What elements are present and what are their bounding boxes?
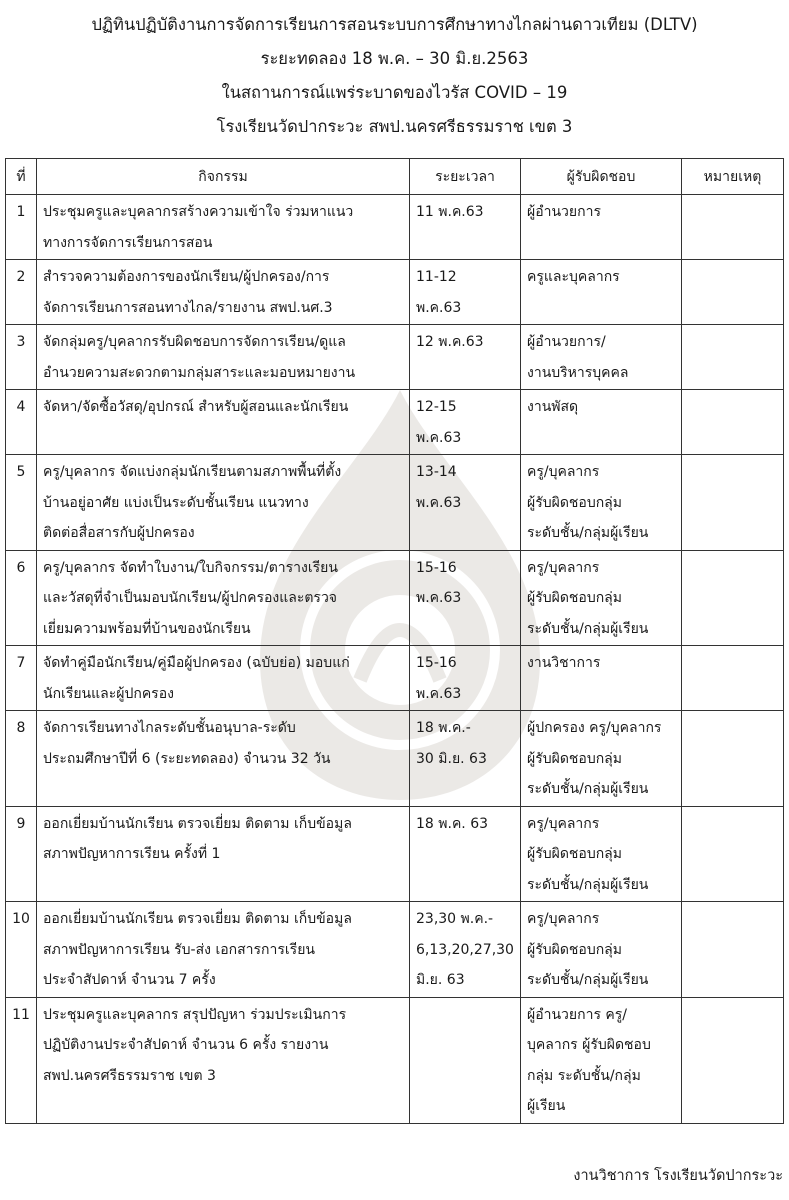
note-cell bbox=[682, 325, 784, 390]
header-period: ระยะทดลอง 18 พ.ค. – 30 มิ.ย.2563 bbox=[260, 49, 529, 68]
time-cell bbox=[410, 806, 521, 902]
time-cell-line: 12-15 bbox=[416, 399, 457, 415]
activity-cell-line: ออกเยี่ยมบ้านนักเรียน ตรวจเยี่ยม ติดตาม เก็บข้อมูล bbox=[43, 815, 352, 832]
responsible-cell-line: ผู้รับผิดชอบกลุ่ม bbox=[527, 494, 622, 511]
time-cell-line: 6,13,20,27,30 bbox=[416, 941, 514, 958]
activity-cell-line: อำนวยความสะดวกตามกลุ่มสาระและมอบหมายงาน bbox=[43, 364, 356, 381]
responsible-cell bbox=[521, 646, 682, 711]
responsible-cell bbox=[521, 390, 682, 455]
responsible-cell-line: ผู้อำนวยการ ครู/ bbox=[527, 1006, 628, 1023]
row-number: 5 bbox=[6, 455, 37, 551]
activity-cell bbox=[37, 711, 410, 807]
row-number: 9 bbox=[6, 806, 37, 902]
time-cell-line: 13-14 bbox=[416, 464, 457, 480]
activity-cell bbox=[37, 325, 410, 390]
responsible-cell-line: ผู้เรียน bbox=[527, 1098, 566, 1114]
time-cell bbox=[410, 195, 521, 260]
note-cell bbox=[682, 711, 784, 807]
responsible-cell bbox=[521, 997, 682, 1123]
responsible-cell bbox=[521, 806, 682, 902]
activity-cell bbox=[37, 997, 410, 1123]
table-header-row bbox=[6, 159, 784, 195]
activity-cell-line: บ้านอยู่อาศัย แบ่งเป็นระดับชั้นเรียน แนวทาง bbox=[43, 494, 309, 511]
activity-cell-line: นักเรียนและผู้ปกครอง bbox=[43, 685, 174, 702]
header-responsible: ผู้รับผิดชอบ bbox=[521, 159, 682, 195]
table-body bbox=[6, 195, 784, 1124]
time-cell bbox=[410, 997, 521, 1123]
responsible-cell-line: ครู/บุคลากร bbox=[527, 911, 600, 927]
activity-cell-line: และวัสดุที่จำเป็นมอบนักเรียน/ผู้ปกครองและตรวจ bbox=[43, 590, 338, 606]
activity-cell-line: ประจำสัปดาห์ จำนวน 7 ครั้ง bbox=[43, 972, 216, 988]
time-cell-line: 23,30 พ.ค.- bbox=[416, 911, 494, 927]
responsible-cell-line: ระดับชั้น/กลุ่มผู้เรียน bbox=[527, 620, 649, 637]
time-cell-line: 11 พ.ค.63 bbox=[416, 204, 484, 220]
activity-cell-line: จัดทำคู่มือนักเรียน/คู่มือผู้ปกครอง (ฉบับย่อ) มอบแก่ bbox=[43, 655, 350, 671]
time-cell-line: มิ.ย. 63 bbox=[416, 972, 465, 988]
activity-cell-line: ครู/บุคลากร จัดทำใบงาน/ใบกิจกรรม/ตารางเรียน bbox=[43, 559, 338, 576]
time-cell-line: พ.ค.63 bbox=[416, 429, 462, 446]
note-cell bbox=[682, 997, 784, 1123]
time-cell-line: พ.ค.63 bbox=[416, 590, 462, 606]
activity-cell bbox=[37, 455, 410, 551]
table-row bbox=[6, 711, 784, 807]
table-row bbox=[6, 902, 784, 998]
row-number: 11 bbox=[6, 997, 37, 1123]
activity-cell bbox=[37, 902, 410, 998]
table-row bbox=[6, 806, 784, 902]
document-header bbox=[0, 8, 789, 144]
responsible-cell-line: ครู/บุคลากร bbox=[527, 815, 600, 832]
responsible-cell-line: บุคลากร ผู้รับผิดชอบ bbox=[527, 1037, 651, 1053]
activity-cell-line: จัดการเรียนทางไกลระดับชั้นอนุบาล-ระดับ bbox=[43, 720, 296, 736]
activity-cell-line: ประชุมครูและบุคลากร สรุปปัญหา ร่วมประเมินการ bbox=[43, 1006, 347, 1023]
responsible-cell-line: ผู้รับผิดชอบกลุ่ม bbox=[527, 750, 622, 767]
row-number: 4 bbox=[6, 390, 37, 455]
schedule-table bbox=[5, 158, 784, 1124]
header-no: ที่ bbox=[6, 159, 37, 195]
header-situation: ในสถานการณ์แพร่ระบาดของไวรัส COVID – 19 bbox=[221, 83, 568, 102]
time-cell bbox=[410, 455, 521, 551]
time-cell bbox=[410, 325, 521, 390]
activity-cell bbox=[37, 260, 410, 325]
table-row bbox=[6, 997, 784, 1123]
row-number: 2 bbox=[6, 260, 37, 325]
time-cell bbox=[410, 711, 521, 807]
responsible-cell bbox=[521, 902, 682, 998]
responsible-cell-line: ระดับชั้น/กลุ่มผู้เรียน bbox=[527, 781, 649, 797]
time-cell-line: 30 มิ.ย. 63 bbox=[416, 750, 487, 767]
table-row bbox=[6, 325, 784, 390]
time-cell-line: พ.ค.63 bbox=[416, 494, 462, 511]
time-cell-line: 18 พ.ค. 63 bbox=[416, 815, 489, 832]
time-cell bbox=[410, 902, 521, 998]
responsible-cell-line: ผู้รับผิดชอบกลุ่ม bbox=[527, 846, 622, 862]
responsible-cell-line: ผู้รับผิดชอบกลุ่ม bbox=[527, 590, 622, 606]
note-cell bbox=[682, 455, 784, 551]
activity-cell-line: ทางการจัดการเรียนการสอน bbox=[43, 234, 213, 251]
time-cell bbox=[410, 260, 521, 325]
table-row bbox=[6, 260, 784, 325]
activity-cell bbox=[37, 195, 410, 260]
note-cell bbox=[682, 260, 784, 325]
responsible-cell-line: งานวิชาการ bbox=[527, 655, 601, 671]
note-cell bbox=[682, 195, 784, 260]
activity-cell bbox=[37, 390, 410, 455]
activity-cell-line: ประชุมครูและบุคลากรสร้างความเข้าใจ ร่วมหาแนว bbox=[43, 204, 354, 220]
responsible-cell-line: ครู/บุคลากร bbox=[527, 559, 600, 576]
responsible-cell-line: ผู้ปกครอง ครู/บุคลากร bbox=[527, 720, 662, 736]
activity-cell-line: สพป.นครศรีธรรมราช เขต 3 bbox=[43, 1067, 216, 1084]
time-cell-line: 11-12 bbox=[416, 269, 457, 285]
activity-cell bbox=[37, 806, 410, 902]
responsible-cell-line: ผู้รับผิดชอบกลุ่ม bbox=[527, 941, 622, 958]
responsible-cell-line: กลุ่ม ระดับชั้น/กลุ่ม bbox=[527, 1067, 641, 1084]
responsible-cell-line: ผู้อำนวยการ/ bbox=[527, 334, 606, 350]
header-title: ปฏิทินปฏิบัติงานการจัดการเรียนการสอนระบบการศึกษาทางไกลผ่านดาวเทียม (DLTV) bbox=[91, 15, 698, 34]
table-row bbox=[6, 646, 784, 711]
row-number: 6 bbox=[6, 550, 37, 646]
activity-cell-line: ประถมศึกษาปีที่ 6 (ระยะทดลอง) จำนวน 32 วัน bbox=[43, 750, 331, 767]
responsible-cell bbox=[521, 550, 682, 646]
time-cell-line: 15-16 bbox=[416, 655, 457, 671]
activity-cell-line: ออกเยี่ยมบ้านนักเรียน ตรวจเยี่ยม ติดตาม เก็บข้อมูล bbox=[43, 911, 352, 927]
activity-cell-line: จัดหา/จัดซื้อวัสดุ/อุปกรณ์ สำหรับผู้สอนและนักเรียน bbox=[43, 399, 349, 415]
note-cell bbox=[682, 390, 784, 455]
activity-cell-line: ปฏิบัติงานประจำสัปดาห์ จำนวน 6 ครั้ง รายงาน bbox=[43, 1037, 329, 1053]
row-number: 8 bbox=[6, 711, 37, 807]
row-number: 10 bbox=[6, 902, 37, 998]
responsible-cell bbox=[521, 711, 682, 807]
activity-cell-line: ติดต่อสื่อสารกับผู้ปกครอง bbox=[43, 525, 195, 541]
header-activity: กิจกรรม bbox=[37, 159, 410, 195]
responsible-cell-line: งานพัสดุ bbox=[527, 399, 579, 415]
responsible-cell-line: ครู/บุคลากร bbox=[527, 464, 600, 480]
responsible-cell-line: ระดับชั้น/กลุ่มผู้เรียน bbox=[527, 972, 649, 988]
header-time: ระยะเวลา bbox=[410, 159, 521, 195]
table-row bbox=[6, 550, 784, 646]
time-cell-line: พ.ค.63 bbox=[416, 685, 462, 702]
row-number: 7 bbox=[6, 646, 37, 711]
activity-cell-line: สภาพปัญหาการเรียน ครั้งที่ 1 bbox=[43, 846, 221, 862]
row-number: 3 bbox=[6, 325, 37, 390]
activity-cell-line: ครู/บุคลากร จัดแบ่งกลุ่มนักเรียนตามสภาพพื้นที่ตั้ง bbox=[43, 464, 342, 480]
activity-cell-line: จัดกลุ่มครู/บุคลากรรับผิดชอบการจัดการเรียน/ดูแล bbox=[43, 334, 346, 350]
table-row bbox=[6, 390, 784, 455]
activity-cell-line: จัดการเรียนการสอนทางไกล/รายงาน สพป.นศ.3 bbox=[43, 299, 333, 316]
time-cell-line: 12 พ.ค.63 bbox=[416, 334, 484, 350]
note-cell bbox=[682, 550, 784, 646]
responsible-cell-line: ระดับชั้น/กลุ่มผู้เรียน bbox=[527, 525, 649, 541]
row-number: 1 bbox=[6, 195, 37, 260]
time-cell-line: 15-16 bbox=[416, 559, 457, 576]
activity-cell-line: สำรวจความต้องการของนักเรียน/ผู้ปกครอง/การ bbox=[43, 269, 330, 285]
time-cell-line: พ.ค.63 bbox=[416, 299, 462, 316]
note-cell bbox=[682, 806, 784, 902]
responsible-cell bbox=[521, 260, 682, 325]
responsible-cell-line: ครูและบุคลากร bbox=[527, 269, 620, 285]
activity-cell bbox=[37, 550, 410, 646]
responsible-cell-line: ระดับชั้น/กลุ่มผู้เรียน bbox=[527, 876, 649, 893]
note-cell bbox=[682, 902, 784, 998]
time-cell bbox=[410, 646, 521, 711]
responsible-cell-line: งานบริหารบุคคล bbox=[527, 364, 629, 381]
time-cell bbox=[410, 390, 521, 455]
header-school: โรงเรียนวัดปากระวะ สพป.นครศรีธรรมราช เขต 3 bbox=[216, 117, 573, 136]
responsible-cell bbox=[521, 455, 682, 551]
responsible-cell bbox=[521, 325, 682, 390]
header-note: หมายเหตุ bbox=[682, 159, 784, 195]
responsible-cell-line: ผู้อำนวยการ bbox=[527, 204, 601, 220]
time-cell-line: 18 พ.ค.- bbox=[416, 720, 471, 736]
responsible-cell bbox=[521, 195, 682, 260]
activity-cell-line: สภาพปัญหาการเรียน รับ-ส่ง เอกสารการเรียน bbox=[43, 941, 315, 958]
activity-cell-line: เยี่ยมความพร้อมที่บ้านของนักเรียน bbox=[43, 620, 251, 637]
note-cell bbox=[682, 646, 784, 711]
table-row bbox=[6, 455, 784, 551]
activity-cell bbox=[37, 646, 410, 711]
table-row bbox=[6, 195, 784, 260]
footer-credit: งานวิชาการ โรงเรียนวัดปากระวะ bbox=[573, 1168, 783, 1184]
time-cell bbox=[410, 550, 521, 646]
